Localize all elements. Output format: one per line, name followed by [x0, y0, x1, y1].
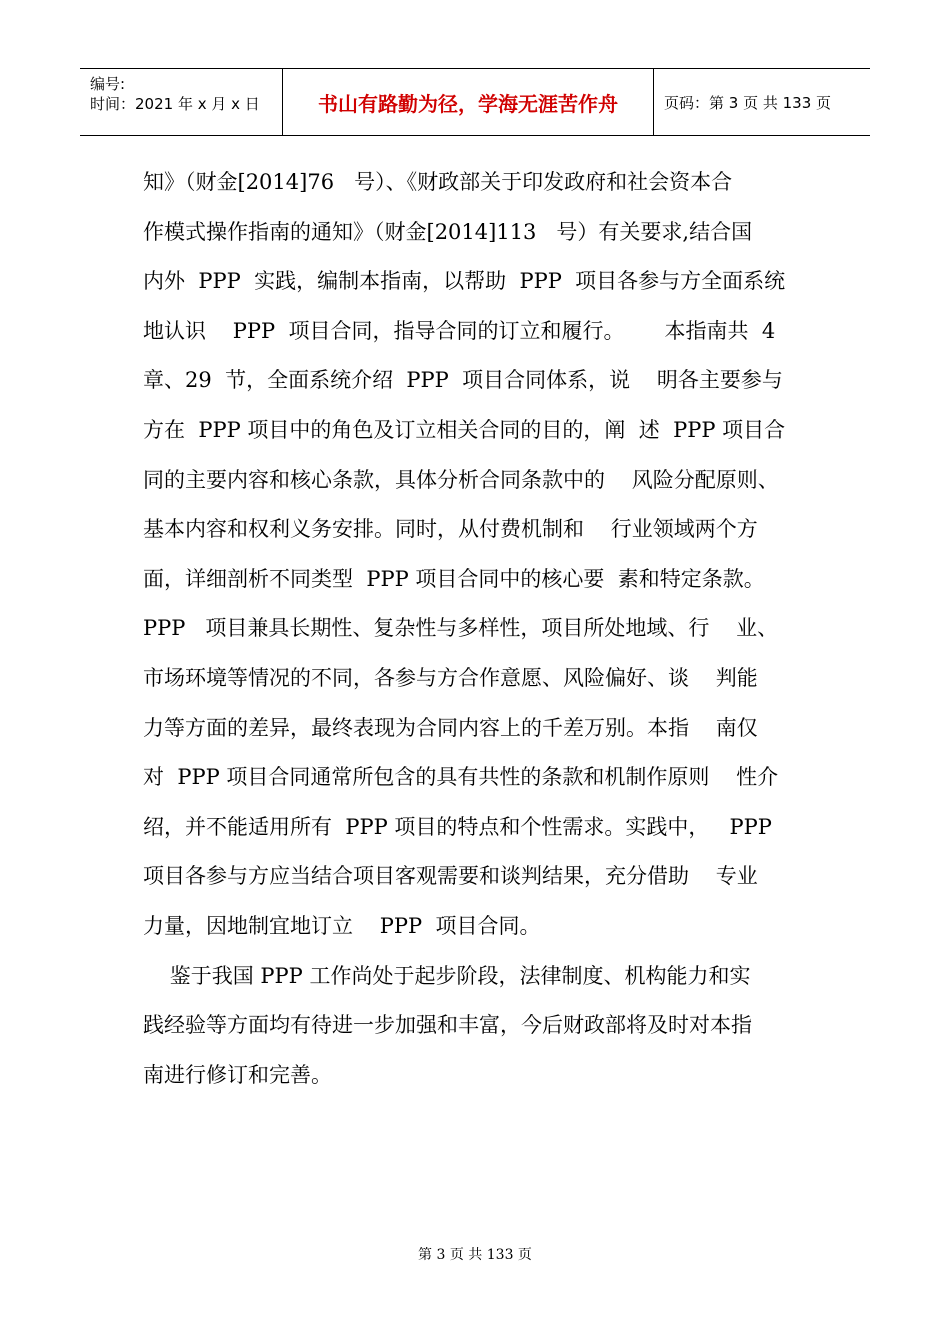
body-line: 章、29 节，全面系统介绍 PPP 项目合同体系，说 明各主要参与 [143, 368, 783, 393]
body-line: 绍，并不能适用所有 PPP 项目的特点和个性需求。实践中， PPP [143, 814, 772, 839]
document-body [143, 158, 813, 1100]
body-line: 对 PPP 项目合同通常所包含的具有共性的条款和机制作原则 性介 [143, 765, 779, 790]
number-label: 编号: [90, 75, 126, 93]
body-line: 践经验等方面均有待进一步加强和丰富，今后财政部将及时对本指 [143, 1013, 752, 1038]
body-line: 南进行修订和完善。 [143, 1062, 332, 1087]
body-line: 同的主要内容和核心条款，具体分析合同条款中的 风险分配原则、 [143, 467, 779, 492]
body-line: 力等方面的差异，最终表现为合同内容上的千差万别。本指 南仅 [143, 715, 758, 740]
body-line: 知》（财金[2014]76 号）、《财政部关于印发政府和社会资本合 [143, 170, 733, 194]
body-line: 面，详细剖析不同类型 PPP 项目合同中的核心要 素和特定条款。 [143, 566, 765, 591]
body-line: 基本内容和权利义务安排。同时，从付费机制和 行业领域两个方 [143, 517, 758, 542]
body-line: 力量，因地制宜地订立 PPP 项目合同。 [143, 913, 541, 938]
page-footer: 第 3 页 共 133 页 [418, 1247, 532, 1263]
motto: 书山有路勤为径，学海无涯苦作舟 [283, 69, 654, 135]
body-line: 方在 PPP 项目中的角色及订立相关合同的目的，阐 述 PPP 项目合 [143, 417, 786, 442]
body-line: 地认识 PPP 项目合同，指导合同的订立和履行。 本指南共 4 [143, 318, 776, 343]
body-line: 鉴于我国 PPP 工作尚处于起步阶段，法律制度、机构能力和实 [143, 963, 751, 988]
date-label: 时间：2021 年 x 月 x 日 [90, 95, 260, 113]
body-line: 市场环境等情况的不同，各参与方合作意愿、风险偏好、谈 判能 [143, 665, 758, 690]
body-line: PPP 项目兼具长期性、复杂性与多样性，项目所处地域、行 业、 [143, 616, 779, 641]
document-header [80, 68, 870, 136]
header-meta-cell [80, 69, 283, 135]
body-line: 内外 PPP 实践，编制本指南，以帮助 PPP 项目各参与方全面系统 [143, 269, 786, 294]
body-line: 作模式操作指南的通知》（财金[2014]113 号）有关要求,结合国 [143, 219, 753, 244]
body-line: 项目各参与方应当结合项目客观需要和谈判结果，充分借助 专业 [143, 864, 758, 889]
page-info: 页码：第 3 页 共 133 页 [664, 93, 832, 112]
